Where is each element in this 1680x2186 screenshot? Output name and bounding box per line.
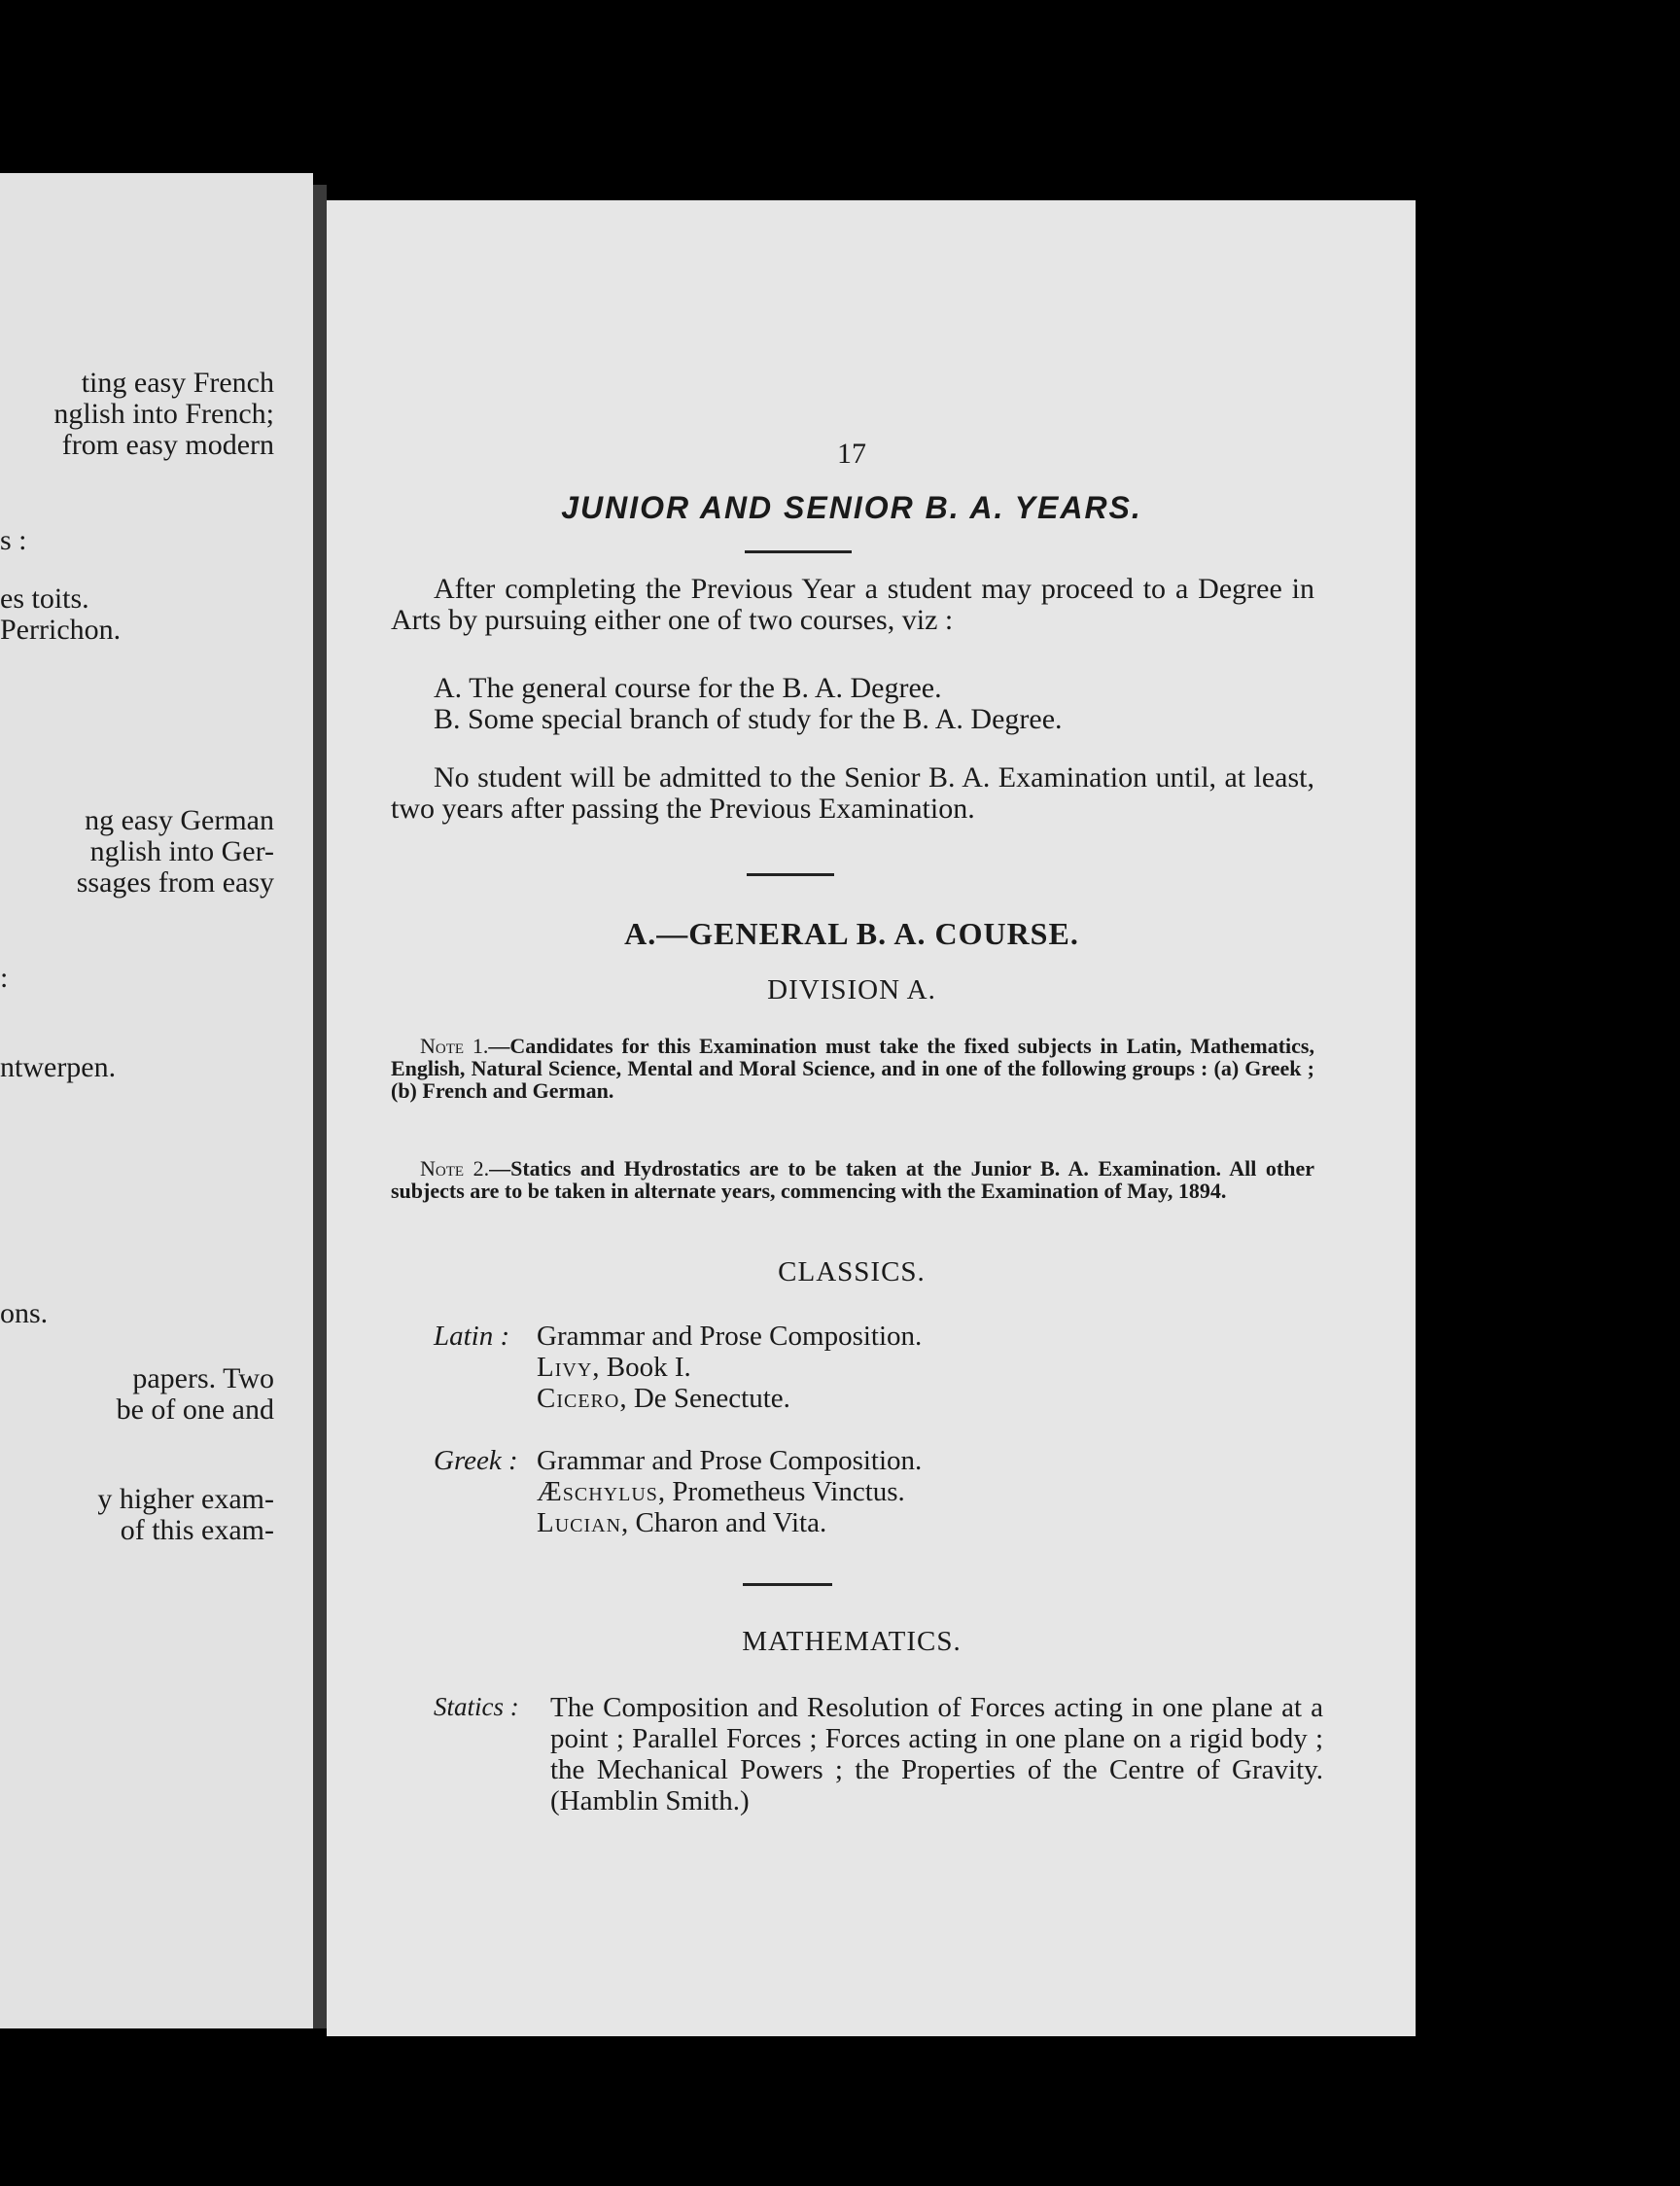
note-2-text: —Statics and Hydrostatics are to be taken at the Junior B. A. Examination. All other subjects are to be taken in alternate years, commencing with the Examination of May, 1894. [391,1156,1314,1203]
classics-rule [743,1583,832,1586]
left-page-line: ting easy French [81,367,274,399]
statics-label: Statics : [434,1692,519,1721]
note-2 [391,1157,1314,1202]
greek-line-1: Grammar and Prose Composition. [537,1445,923,1476]
greek-label: Greek : [434,1445,518,1476]
greek-line-2: Æschylus, Prometheus Vinctus. [537,1476,905,1507]
left-page-line: nglish into Ger- [89,835,274,867]
left-page-line: es toits. [0,582,89,615]
left-page-line: be of one and [116,1393,274,1426]
left-page-line: ng easy German [85,804,274,836]
section-title: JUNIOR AND SENIOR B. A. YEARS. [561,490,1142,525]
left-page-line: ons. [0,1297,49,1329]
admission-paragraph: No student will be admitted to the Senior B. A. Examination until, at least, two years after passing the Previous Examination. [391,761,1314,825]
left-page-line: nglish into French; [53,398,274,430]
left-page-line: ssages from easy [76,866,274,899]
division-heading: DIVISION A. [767,974,936,1005]
option-b: B. Some special branch of study for the B. A. Degree. [434,703,1063,735]
title-rule [745,550,852,553]
classics-heading: CLASSICS. [778,1256,926,1287]
page-number: 17 [837,438,866,470]
mathematics-heading: MATHEMATICS. [742,1626,962,1657]
left-page-line: from easy modern [61,429,274,461]
left-page-line: papers. Two [132,1362,274,1394]
latin-line-2: Livy, Book I. [537,1352,691,1383]
left-page-line: ntwerpen. [0,1051,117,1083]
greek-line-3: Lucian, Charon and Vita. [537,1507,827,1538]
left-page-fragment [0,173,313,2028]
left-page-line: s : [0,524,27,556]
intro-paragraph: After completing the Previous Year a student may proceed to a Degree in Arts by pursuing either one of two courses, viz : [391,573,1314,636]
book-gutter [313,185,327,2028]
latin-label: Latin : [434,1321,510,1352]
latin-line-1: Grammar and Prose Composition. [537,1321,923,1352]
statics-text: The Composition and Resolution of Forces acting in one plane at a point ; Parallel Forces ; Forces acting in one plane on a rigid body ; the Mechanical Powers ; the Properties of the Centre of Gravity. (Hamblin Smith.) [550,1692,1323,1816]
option-a: A. The general course for the B. A. Degree. [434,672,942,704]
note-2-lead: Note 2. [420,1156,490,1181]
note-1-text: —Candidates for this Examination must take the fixed subjects in Latin, Mathematics, English, Natural Science, Mental and Moral Science, and in one of the following groups : (a) Greek ; (b) French and German. [391,1034,1314,1103]
left-page-line: Perrichon. [0,614,122,646]
section-rule [747,873,834,876]
left-page-line: of this exam- [120,1514,274,1546]
left-page-line: y higher exam- [97,1483,274,1515]
right-page [327,200,1416,2036]
note-1-lead: Note 1. [420,1034,489,1058]
course-heading: A.—GENERAL B. A. COURSE. [624,916,1079,951]
note-1 [391,1035,1314,1102]
latin-line-3: Cicero, De Senectute. [537,1383,790,1414]
left-page-line: : [0,962,9,994]
